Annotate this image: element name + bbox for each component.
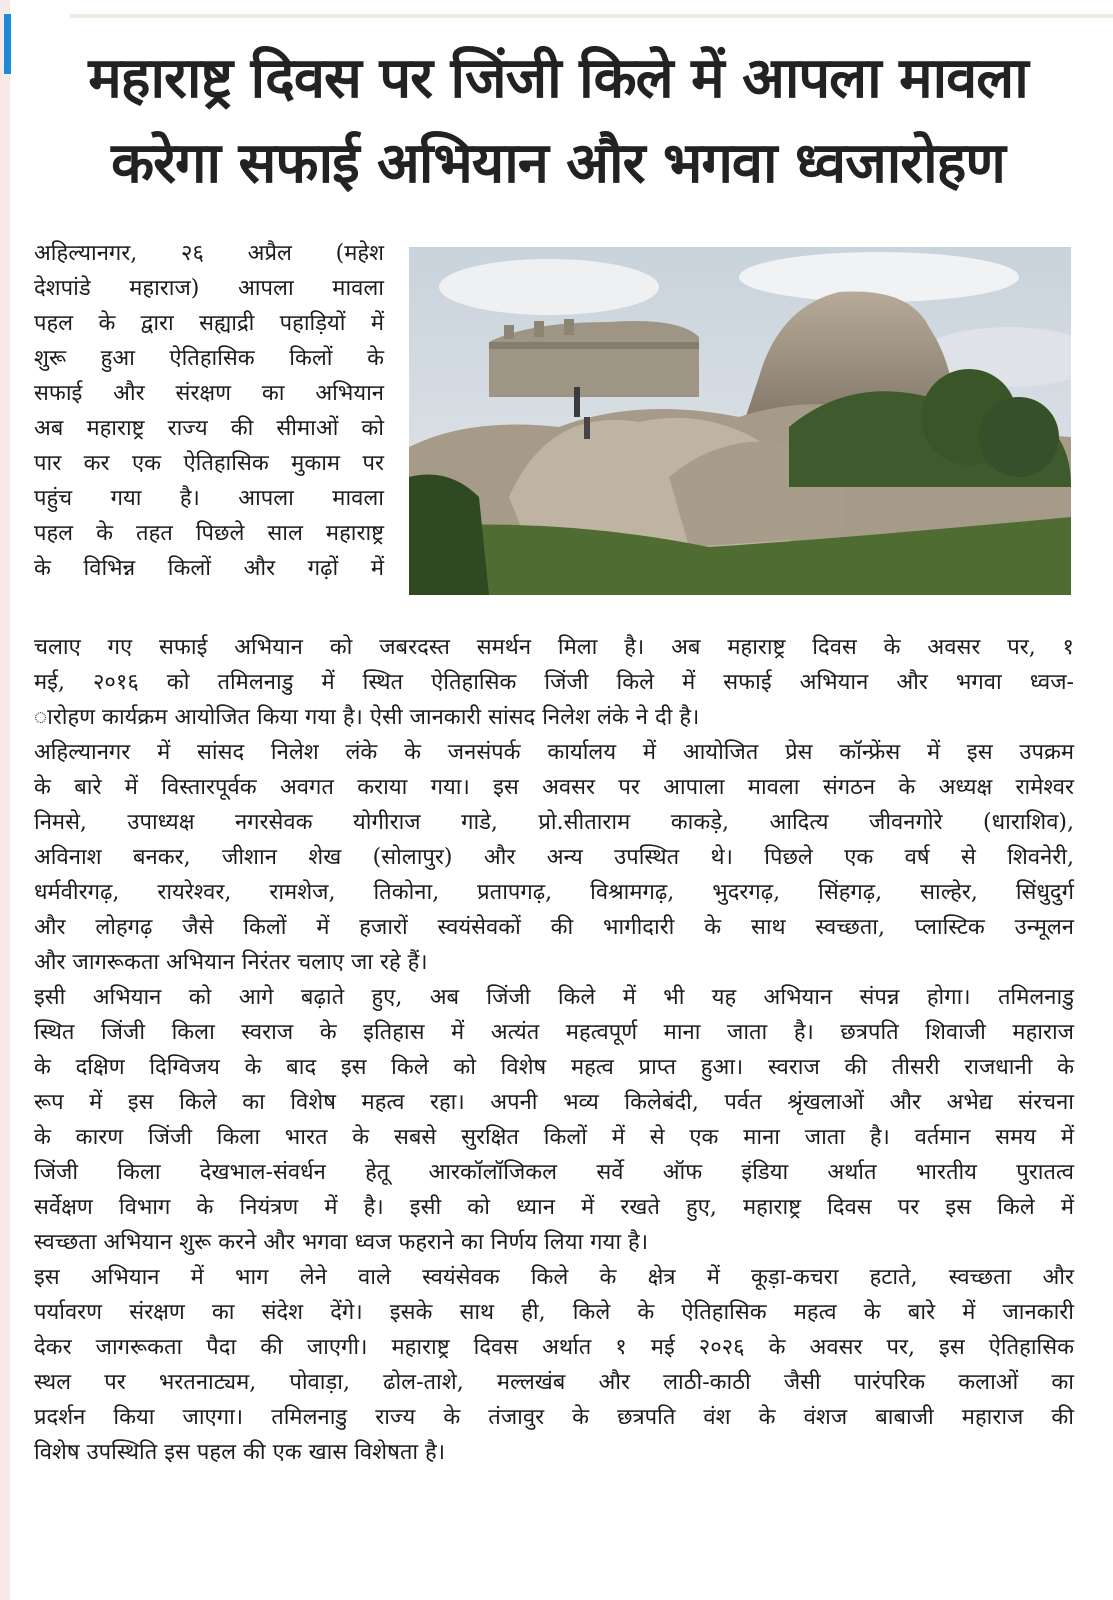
body-line: रूप में इस किले का विशेष महत्व रहा। अपनी भव्य किलेबंदी, पर्वत श्रृंखलाओं और अभेद्य संरचना xyxy=(34,1090,1074,1115)
body-line: ारोहण कार्यक्रम आयोजित किया गया है। ऐसी जानकारी सांसद निलेश लंके ने दी है। xyxy=(34,705,700,730)
lead-line: अब महाराष्ट्र राज्य की सीमाओं को xyxy=(34,416,384,441)
lead-line: अहिल्यानगर, २६ अप्रैल (महेश xyxy=(34,241,384,266)
body-line: सर्वेक्षण विभाग के नियंत्रण में है। इसी को ध्यान में रखते हुए, महाराष्ट्र दिवस पर इस किले में xyxy=(34,1195,1074,1220)
body-line: अहिल्यानगर में सांसद निलेश लंके के जनसंपर्क कार्यालय में आयोजित प्रेस कॉन्फ्रेंस में इस उपक्रम xyxy=(34,740,1074,765)
lead-line: पहल के द्वारा सह्याद्री पहाड़ियों में xyxy=(34,311,384,336)
body-line: के दक्षिण दिग्विजय के बाद इस किले को विशेष महत्व प्राप्त हुआ। स्वराज की तीसरी राजधानी के xyxy=(34,1055,1074,1080)
headline-line-2: करेगा सफाई अभियान और भगवा ध्वजारोहण xyxy=(111,131,1005,196)
body-line: निमसे, उपाध्यक्ष नगरसेवक योगीराज गाडे, प्रो.सीताराम काकड़े, आदित्य जीवनगोरे (धाराशिव), xyxy=(34,810,1074,835)
body-line: स्वच्छता अभियान शुरू करने और भगवा ध्वज फहराने का निर्णय लिया गया है। xyxy=(34,1230,649,1255)
left-margin-strip xyxy=(0,0,10,1600)
body-line: और लोहगढ़ जैसे किलों में हजारों स्वयंसेवकों की भागीदारी के साथ स्वच्छता, प्लास्टिक उन्मूलन xyxy=(34,915,1074,940)
body-line: प्रदर्शन किया जाएगा। तमिलनाडु राज्य के तंजावुर के छत्रपति वंश के वंशज बाबाजी महाराज की xyxy=(34,1405,1074,1430)
accent-bar xyxy=(4,14,11,74)
body-line: चलाए गए सफाई अभियान को जबरदस्त समर्थन मिला है। अब महाराष्ट्र दिवस के अवसर पर, १ xyxy=(34,635,1074,660)
headline xyxy=(28,36,1088,206)
body-line: मई, २०१६ को तमिलनाडु में स्थित ऐतिहासिक जिंजी किले में सफाई अभियान और भगवा ध्वज- xyxy=(34,670,1074,695)
body-line: विशेष उपस्थिति इस पहल की एक खास विशेषता है। xyxy=(34,1440,446,1465)
body-line: धर्मवीरगढ़, रायरेश्वर, रामशेज, तिकोना, प्रतापगढ़, विश्रामगढ़, भुदरगढ़, सिंहगढ़, साल्हेर, सिंधुदुर्ग xyxy=(34,880,1074,905)
lead-line: देशपांडे महाराज) आपला मावला xyxy=(34,276,384,301)
lead-line: पहुंच गया है। आपला मावला xyxy=(34,486,384,511)
body-line: जिंजी किला देखभाल-संवर्धन हेतू आरकॉलॉजिकल सर्वे ऑफ इंडिया अर्थात भारतीय पुरातत्व xyxy=(34,1160,1074,1185)
lead-line: सफाई और संरक्षण का अभियान xyxy=(34,381,384,406)
lead-line: शुरू हुआ ऐतिहासिक किलों के xyxy=(34,346,384,371)
headline-line-1: महाराष्ट्र दिवस पर जिंजी किले में आपला मावला xyxy=(88,46,1028,111)
body-line: देकर जागरूकता पैदा की जाएगी। महाराष्ट्र दिवस अर्थात १ मई २०२६ के अवसर पर, इस ऐतिहासिक xyxy=(34,1335,1074,1360)
body-line: के कारण जिंजी किला भारत के सबसे सुरक्षित किलों में से एक माना जाता है। वर्तमान समय में xyxy=(34,1125,1074,1150)
lead-line: पहल के तहत पिछले साल महाराष्ट्र xyxy=(34,521,384,546)
body-line: इसी अभियान को आगे बढ़ाते हुए, अब जिंजी किले में भी यह अभियान संपन्न होगा। तमिलनाडु xyxy=(34,985,1074,1010)
lead-line: पार कर एक ऐतिहासिक मुकाम पर xyxy=(34,451,384,476)
body-line: पर्यावरण संरक्षण का संदेश देंगे। इसके साथ ही, किले के ऐतिहासिक महत्व के बारे में जानकारी xyxy=(34,1300,1074,1325)
body-line: इस अभियान में भाग लेने वाले स्वयंसेवक किले के क्षेत्र में कूड़ा-कचरा हटाते, स्वच्छता और xyxy=(34,1265,1074,1290)
body-line: अविनाश बनकर, जीशान शेख (सोलापुर) और अन्य उपस्थित थे। पिछले एक वर्ष से शिवनेरी, xyxy=(34,845,1074,870)
lead-paragraph xyxy=(34,236,384,586)
body-line: और जागरूकता अभियान निरंतर चलाए जा रहे हैं। xyxy=(34,950,428,975)
article-body xyxy=(34,630,1074,1470)
lead-line: के विभिन्न किलों और गढ़ों में xyxy=(34,556,384,581)
body-line: के बारे में विस्तारपूर्वक अवगत कराया गया। इस अवसर पर आपाला मावला संगठन के अध्यक्ष रामेश्वर xyxy=(34,775,1074,800)
body-line: स्थित जिंजी किला स्वराज के इतिहास में अत्यंत महत्वपूर्ण माना जाता है। छत्रपति शिवाजी महाराज xyxy=(34,1020,1074,1045)
body-line: स्थल पर भरतनाट्यम, पोवाड़ा, ढोल-ताशे, मल्लखंब और लाठी-काठी जैसी पारंपरिक कलाओं का xyxy=(34,1370,1074,1395)
fort-photo xyxy=(409,247,1071,595)
top-rule xyxy=(70,14,1113,18)
